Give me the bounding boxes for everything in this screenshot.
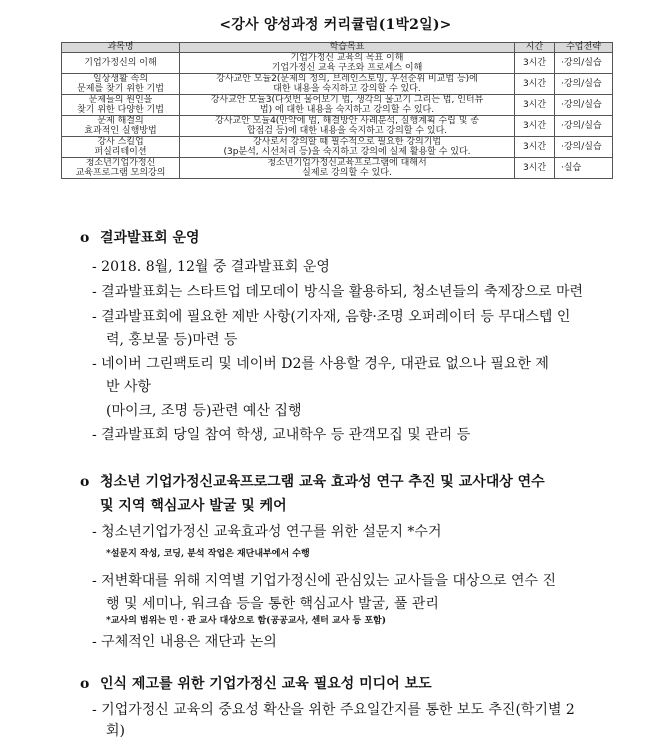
body-line: - 결과발표회 당일 참여 학생, 교내학우 등 관객모집 및 관리 등 (92, 427, 471, 443)
cell-subject: 강사 스킬업 퍼실리테이션 (62, 137, 180, 158)
header-method: 수업전략 (555, 43, 613, 53)
section-heading (80, 470, 545, 494)
body-line: - 청소년기업가정신 교육효과성 연구를 위한 설문지 *수거 (92, 524, 442, 540)
cell-method: ·강의/실습 (555, 74, 613, 95)
header-goal: 학습목표 (180, 43, 515, 53)
cell-time: 3시간 (515, 74, 555, 95)
goal-line: 대한 내용을 숙지하고 강의할 수 있다. (273, 84, 421, 94)
cell-time: 3시간 (515, 137, 555, 158)
goal-line: (3p분석, 시선처리 등)을 숙지하고 강의에 실제 활용할 수 있다. (223, 147, 471, 157)
table-row (62, 116, 613, 137)
section-heading (80, 672, 432, 696)
body-line: 회) (106, 723, 125, 739)
cell-goal (180, 158, 515, 179)
cell-method: ·강의/실습 (555, 95, 613, 116)
cell-subject: 문제들의 원인을 찾기 위한 다양한 기법 (62, 95, 180, 116)
goal-line: 기업가정신 교육의 목표 이해 (290, 53, 404, 63)
body-line: 행 및 세미나, 워크숍 등을 통한 핵심교사 발굴, 풀 관리 (106, 596, 439, 612)
goal-line: 청소년기업가정신교육프로그램에 대해서 (267, 158, 427, 168)
cell-goal (180, 116, 515, 137)
body-line: - 결과발표회는 스타트업 데모데이 방식을 활용하되, 청소년들의 축제장으로 마련 (92, 284, 584, 300)
cell-subject: 기업가정신의 이해 (62, 53, 180, 74)
footnote: *설문지 작성, 코딩, 분석 작업은 재단내부에서 수행 (106, 549, 310, 559)
body-line: - 구체적인 내용은 재단과 논의 (92, 634, 277, 650)
table-row (62, 74, 613, 95)
cell-time: 3시간 (515, 158, 555, 179)
cell-subject: 문제 해결의 효과적인 실행방법 (62, 116, 180, 137)
goal-line: 기업가정신 교육 구조와 프로세스 이해 (271, 63, 423, 73)
body-line: - 2018. 8월, 12월 중 결과발표회 운영 (92, 259, 330, 275)
bullet-icon: o (80, 230, 90, 246)
section-heading-continued: 및 지역 핵심교사 발굴 및 케어 (100, 498, 287, 514)
cell-method: ·강의/실습 (555, 53, 613, 74)
cell-method: ·강의/실습 (555, 116, 613, 137)
body-line: - 결과발표회에 필요한 제반 사항(기자재, 음향·조명 오퍼레이터 등 무대스텝 인 (92, 309, 571, 325)
cell-goal (180, 74, 515, 95)
body-line: (마이크, 조명 등)관련 예산 집행 (106, 403, 302, 419)
cell-time: 3시간 (515, 116, 555, 137)
header-subject: 과목명 (62, 43, 180, 53)
cell-subject: 일상생활 속의 문제를 찾기 위한 기법 (62, 74, 180, 95)
cell-method: ·강의/실습 (555, 137, 613, 158)
goal-line: 강사교안 모듈4(만약에 법, 해결방안 사례분석, 실행계획 수립 및 종 (215, 116, 479, 126)
goal-line: 합점검 등)에 대한 내용을 숙지하고 강의할 수 있다. (246, 126, 448, 136)
goal-line: 강사로서 강의할 때 필수적으로 필요한 강의기법 (252, 137, 442, 147)
body-line: 반 사항 (106, 379, 152, 395)
cell-goal (180, 53, 515, 74)
goal-line: 강사교안 모듈3(다섯번 물어보기 법, 생각의 물고기 그리는 법, 인터뷰 (210, 95, 484, 105)
table-row (62, 53, 613, 74)
body-line: - 네이버 그린팩토리 및 네이버 D2를 사용할 경우, 대관료 없으나 필요한 제 (92, 356, 549, 372)
curriculum-table (61, 42, 613, 179)
cell-subject: 청소년기업가정신 교육프로그램 모의강의 (62, 158, 180, 179)
curriculum-title: <강사 양성과정 커리큘럼(1박2일)> (219, 17, 452, 33)
heading-text: 인식 제고를 위한 기업가정신 교육 필요성 미디어 보도 (100, 676, 432, 692)
table-row (62, 137, 613, 158)
cell-time: 3시간 (515, 53, 555, 74)
goal-line: 법) 에 대한 내용을 숙지하고 강의할 수 있다. (259, 105, 435, 115)
body-line: - 기업가정신 교육의 중요성 확산을 위한 주요일간지를 통한 보도 추진(학기별 2 (92, 702, 575, 718)
cell-goal (180, 137, 515, 158)
table-row (62, 95, 613, 116)
heading-text: 결과발표회 운영 (100, 230, 200, 246)
header-time: 시간 (515, 43, 555, 53)
section-heading (80, 226, 200, 250)
bullet-icon: o (80, 676, 90, 692)
footnote: *교사의 범위는 민 · 관 교사 대상으로 함(공공교사, 센터 교사 등 포함) (106, 616, 387, 626)
cell-time: 3시간 (515, 95, 555, 116)
cell-method: ·실습 (555, 158, 613, 179)
body-line: - 저변확대를 위해 지역별 기업가정신에 관심있는 교사들을 대상으로 연수 진 (92, 573, 557, 589)
goal-line: 강사교안 모듈2(문제의 정의, 브레인스토밍, 우선순위 비교법 등)에 (216, 74, 478, 84)
body-line: 력, 홍보물 등)마련 등 (106, 332, 238, 348)
table-row (62, 158, 613, 179)
heading-text: 청소년 기업가정신교육프로그램 교육 효과성 연구 추진 및 교사대상 연수 (100, 474, 545, 490)
cell-goal (180, 95, 515, 116)
table-header-row (62, 43, 613, 53)
bullet-icon: o (80, 474, 90, 490)
goal-line: 실제로 강의할 수 있다. (302, 168, 392, 178)
